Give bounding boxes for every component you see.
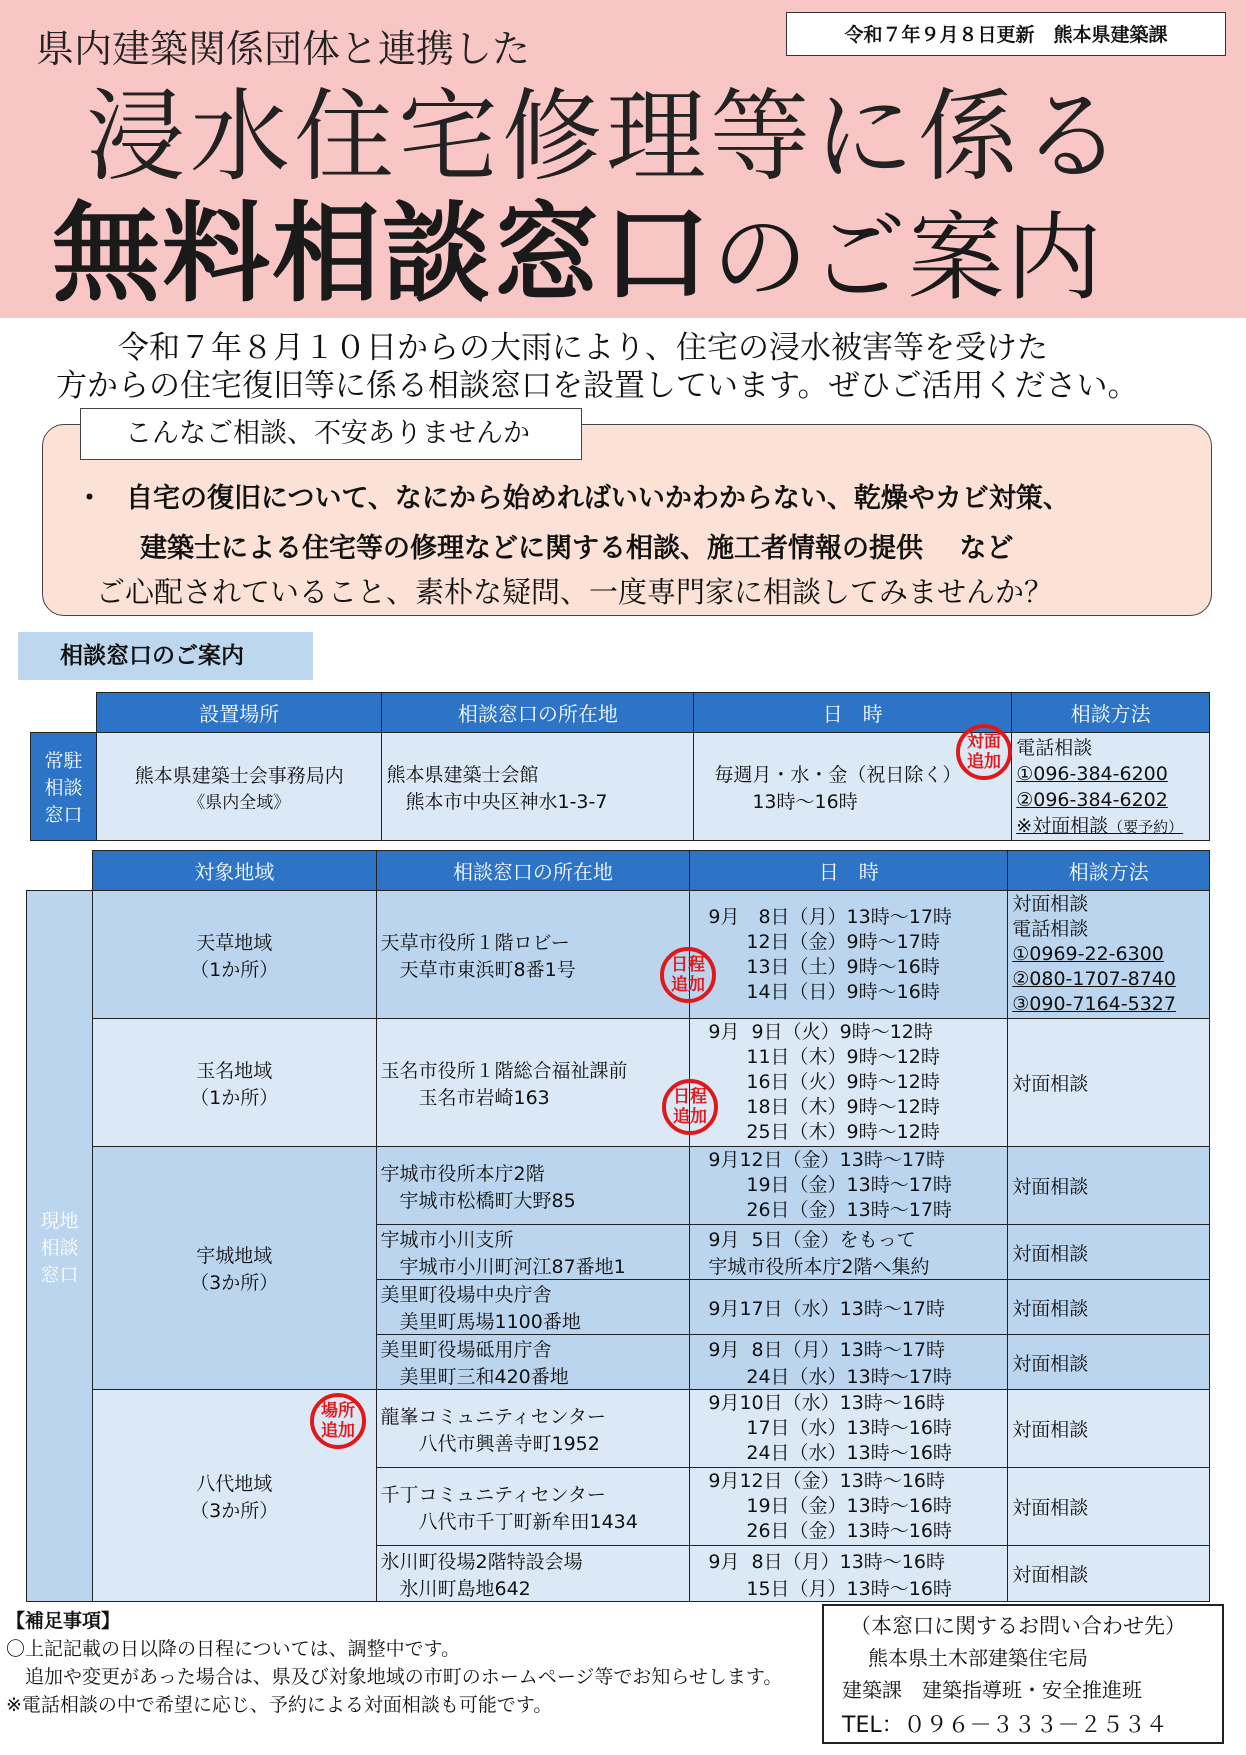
method-amakusa-cell [1008,891,1210,1019]
region-yatsushiro: 八代地域 （3か所） [92,1390,376,1602]
title-bold-part: 無料相談窓口 [52,192,713,317]
amakusa-phone3: ③090-7164-5327 [1012,993,1176,1015]
stamp-schedule-added-amakusa: 日程 追加 [660,947,716,1003]
update-date-label: 令和７年９月８日更新 熊本県建築課 [786,12,1226,56]
address-yatsushiro-0: 龍峯コミュニティセンター 八代市興善寺町1952 [376,1390,690,1468]
notes-line2: 追加や変更があった場合は、県及び対象地域の市町のホームページ等でお知らせします。 [6,1666,783,1688]
page-title-line2 [52,192,1105,317]
section-tag: 相談窓口のご案内 [18,632,313,680]
contact-org: 熊本県土木部建築住宅局 [868,1646,1088,1670]
method-uki-1: 対面相談 [1008,1225,1210,1280]
header-time: 日 時 [694,693,1012,733]
page-title-line1: 浸水住宅修理等に係る [86,78,1126,195]
time-tamana: 9月 9日（火）9時～12時 11日（木）9時～12時 16日（火）9時～12時 18日（木）9時～12時 25日（木）9時～12時 [690,1019,1008,1147]
contact-heading: （本窓口に関するお問い合わせ先） [850,1614,1186,1638]
method-yatsushiro-2: 対面相談 [1008,1546,1210,1602]
resident-note-main: ※対面相談 [1016,815,1109,837]
header-method: 相談方法 [1012,693,1210,733]
header-address: 相談窓口の所在地 [376,851,690,891]
address-yatsushiro-1: 千丁コミュニティセンター 八代市千丁町新牟田1434 [376,1468,690,1546]
time-uki-1: 9月 5日（金）をもって 宇城市役所本庁2階へ集約 [690,1225,1008,1280]
contact-box [822,1604,1224,1744]
concern-bullet: ・ [76,483,103,514]
header-place: 設置場所 [96,693,382,733]
time-uki-3: 9月 8日（月）13時～17時 24日（水）13時～17時 [690,1335,1008,1390]
resident-method-cell [1012,733,1210,841]
address-uki-2: 美里町役場中央庁舎 美里町馬場1100番地 [376,1280,690,1335]
region-amakusa: 天草地域 （1か所） [92,891,376,1019]
amakusa-phone1: ①0969-22-6300 [1012,943,1164,965]
method-uki-3: 対面相談 [1008,1335,1210,1390]
resident-time: 毎週月・水・金（祝日除く） 13時～16時 [694,733,1012,841]
table-row [27,1147,1210,1225]
method-tamana: 対面相談 [1008,1019,1210,1147]
region-tamana: 玉名地域 （1か所） [92,1019,376,1147]
method-yatsushiro-0: 対面相談 [1008,1390,1210,1468]
method-uki-2: 対面相談 [1008,1280,1210,1335]
contact-dept: 建築課 建築指導班・安全推進班 [842,1678,1142,1702]
address-amakusa: 天草市役所１階ロビー 天草市東浜町8番1号 [376,891,690,1019]
time-yatsushiro-2: 9月 8日（月）13時～16時 15日（月）13時～16時 [690,1546,1008,1602]
resident-place: 熊本県建築士会事務局内 [134,764,344,787]
field-table [26,850,1210,1602]
time-yatsushiro-0: 9月10日（水）13時～16時 17日（水）13時～16時 24日（水）13時～16時 [690,1390,1008,1468]
stamp-face-to-face-added: 対面 追加 [956,724,1012,780]
resident-place-sub: 《県内全域》 [188,792,291,813]
table-row [27,891,1210,1019]
time-yatsushiro-1: 9月12日（金）13時～16時 19日（金）13時～16時 26日（金）13時～16時 [690,1468,1008,1546]
address-yatsushiro-2: 氷川町役場2階特設会場 氷川町島地642 [376,1546,690,1602]
blank-corner [31,693,97,733]
header-method: 相談方法 [1008,851,1210,891]
address-uki-1: 宇城市小川支所 宇城市小川町河江87番地1 [376,1225,690,1280]
time-uki-0: 9月12日（金）13時～17時 19日（金）13時～17時 26日（金）13時～17時 [690,1147,1008,1225]
field-side-label: 現地 相談 窓口 [27,891,93,1602]
notes-line1: 〇上記記載の日以降の日程については、調整中です。 [6,1638,461,1660]
subtitle: 県内建築関係団体と連携した [36,27,531,71]
concern-line1: 自宅の復旧について、なにから始めればいいかわからない、乾燥やカビ対策、 [126,483,1070,514]
time-uki-2: 9月17日（水）13時～17時 [690,1280,1008,1335]
contact-tel: TEL：０９６－３３３－２５３４ [842,1713,1168,1738]
stamp-schedule-added-tamana: 日程 追加 [662,1079,718,1135]
header-address: 相談窓口の所在地 [382,693,694,733]
method-yatsushiro-1: 対面相談 [1008,1468,1210,1546]
concern-line3: ご心配されていること、素朴な疑問、一度専門家に相談してみませんか？ [96,575,1054,609]
address-tamana: 玉名市役所１階総合福祉課前 玉名市岩崎163 [376,1019,690,1147]
resident-note [1016,813,1205,840]
table-row [27,1019,1210,1147]
resident-side-label: 常駐 相談 窓口 [31,733,97,841]
address-uki-3: 美里町役場砥用庁舎 美里町三和420番地 [376,1335,690,1390]
resident-note-small: （要予約） [1108,818,1184,836]
resident-phone1: ①096-384-6200 [1016,763,1168,785]
address-uki-0: 宇城市役所本庁2階 宇城市松橋町大野85 [376,1147,690,1225]
time-amakusa: 9月 8日（月）13時～17時 12日（金）9時～17時 13日（土）9時～16時 14日（日）9時～16時 [690,891,1008,1019]
notes-heading: 【補足事項】 [6,1610,121,1632]
resident-phone2: ②096-384-6202 [1016,789,1168,811]
table-row [27,1390,1210,1468]
stamp-location-added: 場所 追加 [310,1393,366,1449]
header-region: 対象地域 [92,851,376,891]
resident-method-title: 電話相談 [1016,737,1093,759]
intro-line2: 方からの住宅復旧等に係る相談窓口を設置しています。ぜひご活用ください。 [56,368,1139,404]
title-rest-part: のご案内 [712,202,1105,314]
region-uki: 宇城地域 （3か所） [92,1147,376,1390]
amakusa-phone2: ②080-1707-8740 [1012,968,1176,990]
intro-line1: 令和７年８月１０日からの大雨により、住宅の浸水被害等を受けた [118,330,1048,366]
blank-corner [27,851,93,891]
resident-address: 熊本県建築士会館 熊本市中央区神水1-3-7 [382,733,694,841]
method-amakusa: 対面相談 電話相談 [1012,893,1089,940]
resident-place-cell [96,733,382,841]
header-time: 日 時 [690,851,1008,891]
concern-line2: 建築士による住宅等の修理などに関する相談、施工者情報の提供 など [140,533,1014,564]
concern-tab: こんなご相談、不安ありませんか [80,408,582,460]
method-uki-0: 対面相談 [1008,1147,1210,1225]
notes-line3: ※電話相談の中で希望に応じ、予約による対面相談も可能です。 [6,1694,553,1716]
resident-table [30,692,1210,841]
